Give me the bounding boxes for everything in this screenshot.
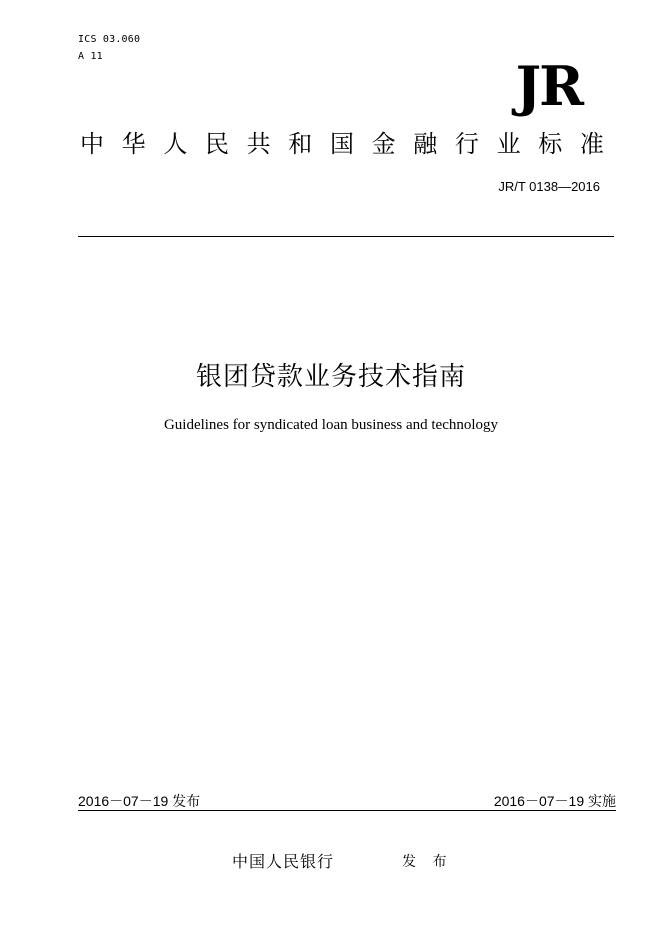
standard-category [80,128,604,160]
jr-logo: JR [515,54,582,118]
standard-category-char: 共 [246,130,271,158]
standard-category-char: 华 [121,130,146,158]
document-title-english: Guidelines for syndicated loan business and technology [163,417,499,433]
standard-number: JR/T 0138—2016 [498,179,600,194]
header-divider [78,236,614,237]
issued-label: 发 布 [402,854,453,870]
standard-category-char: 融 [413,130,438,158]
implementation-date: 2016－07－19 实施 [493,793,616,809]
standard-category-char: 中 [80,130,104,158]
standard-category-char: 准 [579,130,604,158]
standard-category-char: 金 [371,130,396,158]
ics-code: ICS 03.060 [78,34,141,45]
issuing-authority: 中国人民银行 [232,852,335,871]
issue-date: 2016－07－19 发布 [78,793,201,809]
standard-category-char: 标 [538,130,563,158]
document-title-chinese: 银团贷款业务技术指南 [195,362,466,392]
standard-category-char: 民 [204,130,229,158]
standard-category-char: 业 [496,130,521,158]
standard-category-char: 国 [329,130,354,158]
standard-category-char: 人 [163,130,188,158]
footer-divider [78,810,616,811]
standard-category-char: 行 [454,130,479,158]
standard-category-char: 和 [288,130,313,158]
classification-code: A 11 [78,51,103,62]
